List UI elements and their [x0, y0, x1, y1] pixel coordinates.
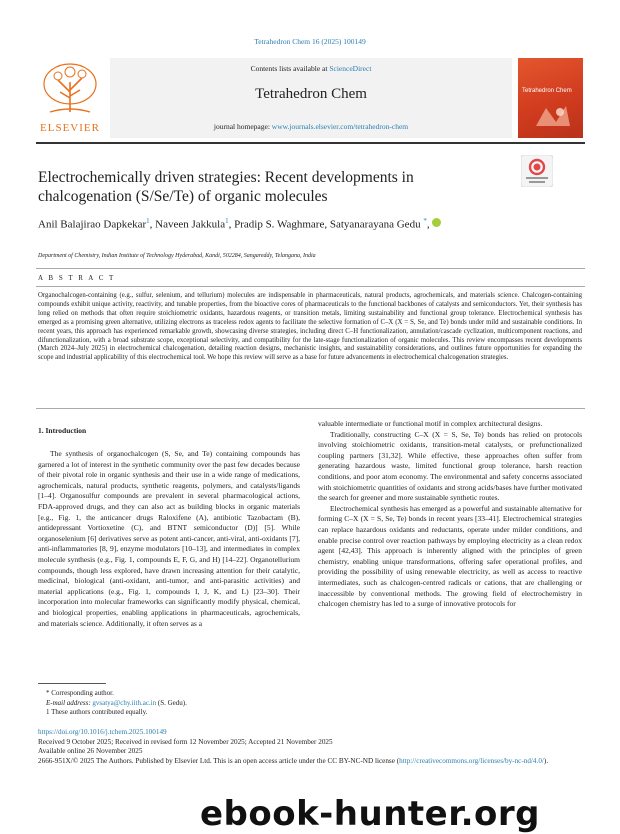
homepage-prefix: journal homepage: — [213, 122, 272, 131]
abstract-body: Organochalcogen-containing (e.g., sulfur, selenium, and tellurium) molecules are indispensable in pharmaceuticals, natural products, agrochemicals, and materials science. Chalcogen-containing compounds exhibit unique activity, reactivity, and tunable properties, from the bioactive cores of pharmaceuticals to the functional backbones of catalysts and semiconductors. Yet, their synthesis has long relied on methods that often require stoichiometric oxidants, hazardous reagents, or transition metals, limiting sustainability and functional group tolerance. Electrochemical synthesis has emerged as a promising green alternative, utilizing electrons as traceless redox agents to facilitate the selective formation of C–X (X = S, Se, and Te) bonds under mild and sustainable conditions. In recent years, this approach has experienced remarkable growth, showcasing diverse strategies, including direct C–H functionalization, annulation/cascade cyclization, multicomponent reactions, and difunctionalization, with a broad substrate scope, exceptional selectivity, and compatibility for the late-stage functionalization of organic molecules. This review encompasses recent developments (March 2024–July 2025) in electrochemical chalcogenation, detailing reaction designs, mechanistic insights, and sustainability considerations, and outlines future opportunities for expanding the scope and industrial applicability of this electrochemical tool. We hope this review will serve as a base for future advancements in electrochemical chalcogenation strategies. — [38, 292, 582, 362]
publisher-name: ELSEVIER — [40, 122, 100, 134]
article-info-block — [38, 728, 582, 767]
contents-prefix: Contents lists available at — [250, 64, 330, 73]
orcid-icon[interactable] — [432, 218, 441, 227]
online-date: Available online 26 November 2025 — [38, 747, 143, 756]
elsevier-logo — [36, 62, 104, 138]
license-suffix: ). — [543, 757, 549, 766]
section-heading: 1. Introduction — [38, 426, 87, 435]
author-mark[interactable]: 1 — [225, 217, 229, 225]
email-suffix: (S. Gedu). — [156, 698, 187, 707]
header-rule — [36, 142, 585, 144]
paragraph: Traditionally, constructing C–X (X = S, Se, Te) bonds has relied on protocols involving stoichiometric oxidants, transition-metal catalysts, or prefunctionalized coupling partners [31,32]. While effective, these approaches often suffer from generating hazardous waste, limited functional group tolerance, harsh reaction conditions, and poor atom economy. The environmental and safety concerns associated with stoichiometric quantities of oxidants and strong acids/bases have further motivated the search for greener and more sustainable synthetic routes. — [318, 429, 582, 503]
license-prefix: 2666-951X/© 2025 The Authors. Published by Elsevier Ltd. This is an open access article under the CC BY-NC-ND license ( — [38, 757, 400, 766]
elsevier-tree-icon — [40, 62, 100, 118]
journal-masthead — [36, 58, 585, 138]
author-list: Anil Balajirao Dapkekar$^1$, Naveen Jakkula$^1$, Pradip S. Waghmare, Satyanarayana Gedu *, — [38, 217, 578, 231]
email-footnote — [38, 699, 300, 709]
masthead-center-panel — [110, 58, 512, 138]
license-line — [38, 757, 582, 767]
journal-cover-image — [518, 58, 583, 138]
abstract-heading: A B S T R A C T — [38, 274, 116, 282]
email-link[interactable]: gvsatya@chy.iith.ac.in — [92, 698, 157, 707]
received-dates: Received 9 October 2025; Received in revised form 12 November 2025; Accepted 21 November 2025 — [38, 737, 333, 746]
author-mark[interactable]: 1 — [146, 217, 150, 225]
author-name[interactable]: Naveen Jakkula — [155, 218, 226, 231]
watermark: ebook-hunter.org — [199, 794, 541, 834]
homepage-line — [110, 122, 512, 131]
journal-homepage-link[interactable]: www.journals.elsevier.com/tetrahedron-chem — [271, 122, 409, 131]
author-name[interactable]: Pradip S. Waghmare — [234, 218, 325, 231]
cover-art-icon — [532, 102, 572, 130]
paragraph: Electrochemical synthesis has emerged as a powerful and sustainable alternative for forming C–X (X = S, Se, Te) bonds in recent years [33–41]. Electrochemical strategies can replace hazardous oxidants and reductants, operate under milder conditions, and enable precise control over reaction pathways by employing electricity as a clean redox agent [42,43]. This approach is inherently aligned with the principles of green chemistry, enabling unique transformations, offering safer operational profiles, and providing the possibility of using renewable electricity, as well as access to reactive intermediates, such as chalcogen-centred radicals or cations, that are challenging or inaccessible by conventional methods. The growing field of electrochemistry in chalcogen chemistry has led to a surge of innovative protocols for — [318, 503, 582, 609]
check-for-updates-icon[interactable] — [521, 155, 553, 187]
author-name[interactable]: Anil Balajirao Dapkekar — [38, 218, 147, 231]
left-column — [38, 449, 300, 629]
paragraph: The synthesis of organochalcogen (S, Se, and Te) containing compounds has garnered a lot of interest in the synthetic community over the past few decades because of their pivotal role in organic synthesis and their use in a wide range of medications, agrochemicals, natural products, synthetic reagents, polymers, and catalysts/ligands [1–4]. Organosulfur compounds are prevalent in several pharmacological actions, FDA-approved drugs, and they can also act as building blocks in organic materials [e.g., Fig. 1, the anticancer drugs Raloxifene (A), antibiotic Tazobactam (B), antidepressant Vortioxetine (C), and BTNT semiconductor (D)] [5]. While organoselenium [6] derivatives serve as potent anti-cancer, anti-viral, anti-oxidants [7], anti-inflammatories [8, 9], enzyme modulators [10–13], and intermediates in complex molecule synthesis (e.g., Fig. 1, compounds E, F, G, and H) [14–22]. Organotellurium compounds, though less explored, have drawn increasing attention for their catalytic, medicinal, biological (anti-oxidant, anti-tumor, and anti-parasitic activities) and material applications (e.g., Fig. 1, compounds I, J, K, and L) [23–30]. Their incorporation into molecular frameworks can significantly modify physical, chemical, and biological properties, enabling applications in pharmaceuticals, agrochemicals, and materials science. Additionally, it often serves as a — [38, 449, 300, 628]
contents-line — [110, 64, 512, 73]
article-title: Electrochemically driven strategies: Recent developments in chalcogenation (S/Se/Te) of organic molecules — [38, 169, 414, 205]
author-name[interactable]: Satyanarayana Gedu — [329, 218, 421, 231]
corresponding-footnote: * Corresponding author. — [46, 689, 114, 697]
footnote-rule — [38, 683, 106, 684]
divider — [36, 268, 585, 269]
divider — [36, 286, 585, 287]
doi-link[interactable]: https://doi.org/10.1016/j.tchem.2025.100149 — [38, 728, 167, 736]
license-link[interactable]: http://creativecommons.org/licenses/by-nc-nd/4.0/ — [399, 757, 544, 766]
sciencedirect-link[interactable]: ScienceDirect — [329, 64, 372, 73]
equal-contribution-footnote: 1 These authors contributed equally. — [46, 708, 148, 716]
email-label: E-mail address: — [46, 698, 93, 707]
corresponding-mark[interactable]: * — [423, 217, 427, 225]
footnotes — [38, 689, 300, 718]
affiliation: Department of Chemistry, Indian Institute of Technology Hyderabad, Kandi, 502284, Sangareddy, Telangana, India — [38, 253, 316, 259]
journal-name: Tetrahedron Chem — [255, 86, 367, 102]
paragraph: valuable intermediate or functional motif in complex architectural designs. — [318, 419, 543, 428]
divider — [36, 408, 585, 409]
right-column — [318, 419, 582, 610]
cover-title: Tetrahedron Chem — [522, 88, 572, 94]
journal-reference[interactable]: Tetrahedron Chem 16 (2025) 100149 — [254, 37, 366, 46]
